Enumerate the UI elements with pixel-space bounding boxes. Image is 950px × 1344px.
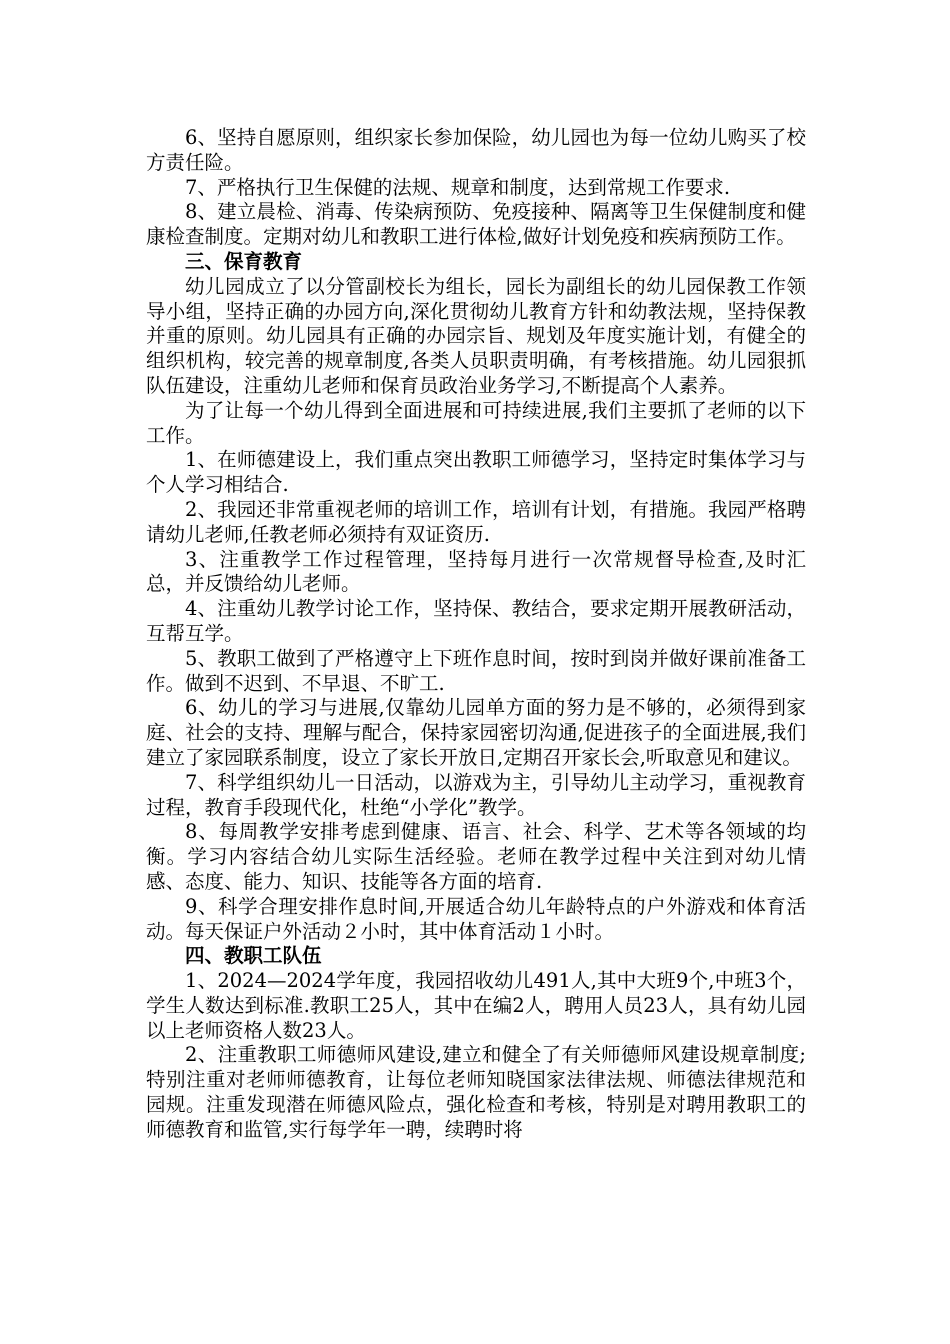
section-heading-staff: 四、教职工队伍 <box>185 944 322 968</box>
list-item-training: 2、我园还非常重视老师的培训工作，培训有计划，有措施。我园严格聘请幼儿老师,任教老师必须持有双证资历. <box>146 497 806 546</box>
paragraph-hygiene-rules: 7、严格执行卫生保健的法规、规章和制度，达到常规工作要求. <box>185 175 731 199</box>
list-item-home-school: 6、幼儿的学习与进展,仅靠幼儿园单方面的努力是不够的，必须得到家庭、社会的支持、理解与配合，保持家园密切沟通,促进孩子的全面进展,我们建立了家园联系制度，设立了家长开放日,定期召开家长会,听取意见和建议。 <box>146 696 806 769</box>
list-item-enrollment: 1、2024—2024学年度，我园招收幼儿491人,其中大班9个,中班3个，学生人数达到标准.教职工25人，其中在编2人，聘用人员23人，具有幼儿园以上老师资格人数23人。 <box>146 969 806 1042</box>
list-item-schedule: 9、科学合理安排作息时间,开展适合幼儿年龄特点的户外游戏和体育活动。每天保证户外活动２小时，其中体育活动１小时。 <box>146 894 806 943</box>
list-item-ethics-system: 2、注重教职工师德师风建设,建立和健全了有关师德师风建设规章制度;特别注重对老师师德教育，让每位老师知晓国家法律法规、师德法律规范和园规。注重发现潜在师德风险点，强化检查和考核，特别是对聘用教职工的师德教育和监管,实行每学年一聘，续聘时将 <box>146 1043 806 1141</box>
list-item-attendance: 5、教职工做到了严格遵守上下班作息时间，按时到岗并做好课前准备工作。做到不迟到、不早退、不旷工. <box>146 646 806 695</box>
paragraph-insurance: 6、坚持自愿原则，组织家长参加保险，幼儿园也为每一位幼儿购买了校方责任险。 <box>146 126 806 174</box>
section-heading-care-education: 三、保育教育 <box>185 249 303 273</box>
list-item-curriculum-balance: 8、每周教学安排考虑到健康、语言、社会、科学、艺术等各领域的均衡。学习内容结合幼儿实际生活经验。老师在教学过程中关注到对幼儿情感、态度、能力、知识、技能等各方面的培育. <box>146 820 806 893</box>
list-item-teaching-research: 4、注重幼儿教学讨论工作，坚持保、教结合，要求定期开展教研活动，互帮互学。 <box>146 597 806 645</box>
list-item-daily-activities: 7、科学组织幼儿一日活动，以游戏为主，引导幼儿主动学习，重视教育过程，教育手段现代化，杜绝“小学化”教学。 <box>146 770 806 819</box>
paragraph-teacher-work-intro: 为了让每一个幼儿得到全面进展和可持续进展,我们主要抓了老师的以下工作。 <box>146 398 806 447</box>
document-body <box>146 126 806 1143</box>
list-item-ethics: 1、在师德建设上，我们重点突出教职工师德学习，坚持定时集体学习与个人学习相结合. <box>146 448 806 497</box>
paragraph-leadership-group: 幼儿园成立了以分管副校长为组长，园长为副组长的幼儿园保教工作领导小组，坚持正确的办园方向,深化贯彻幼儿教育方针和幼教法规，坚持保教并重的原则。幼儿园具有正确的办园宗旨、规划及年度实施计划，有健全的组织机构，较完善的规章制度,各类人员职责明确，有考核措施。幼儿园狠抓队伍建设，注重幼儿老师和保育员政治业务学习,不断提高个人素养。 <box>146 274 806 397</box>
list-item-process-management: 3、注重教学工作过程管理，坚持每月进行一次常规督导检查,及时汇总，并反馈给幼儿老师。 <box>146 547 806 596</box>
paragraph-health-checks: 8、建立晨检、消毒、传染病预防、免疫接种、隔离等卫生保健制度和健康检查制度。定期对幼儿和教职工进行体检,做好计划免疫和疾病预防工作。 <box>146 200 806 249</box>
